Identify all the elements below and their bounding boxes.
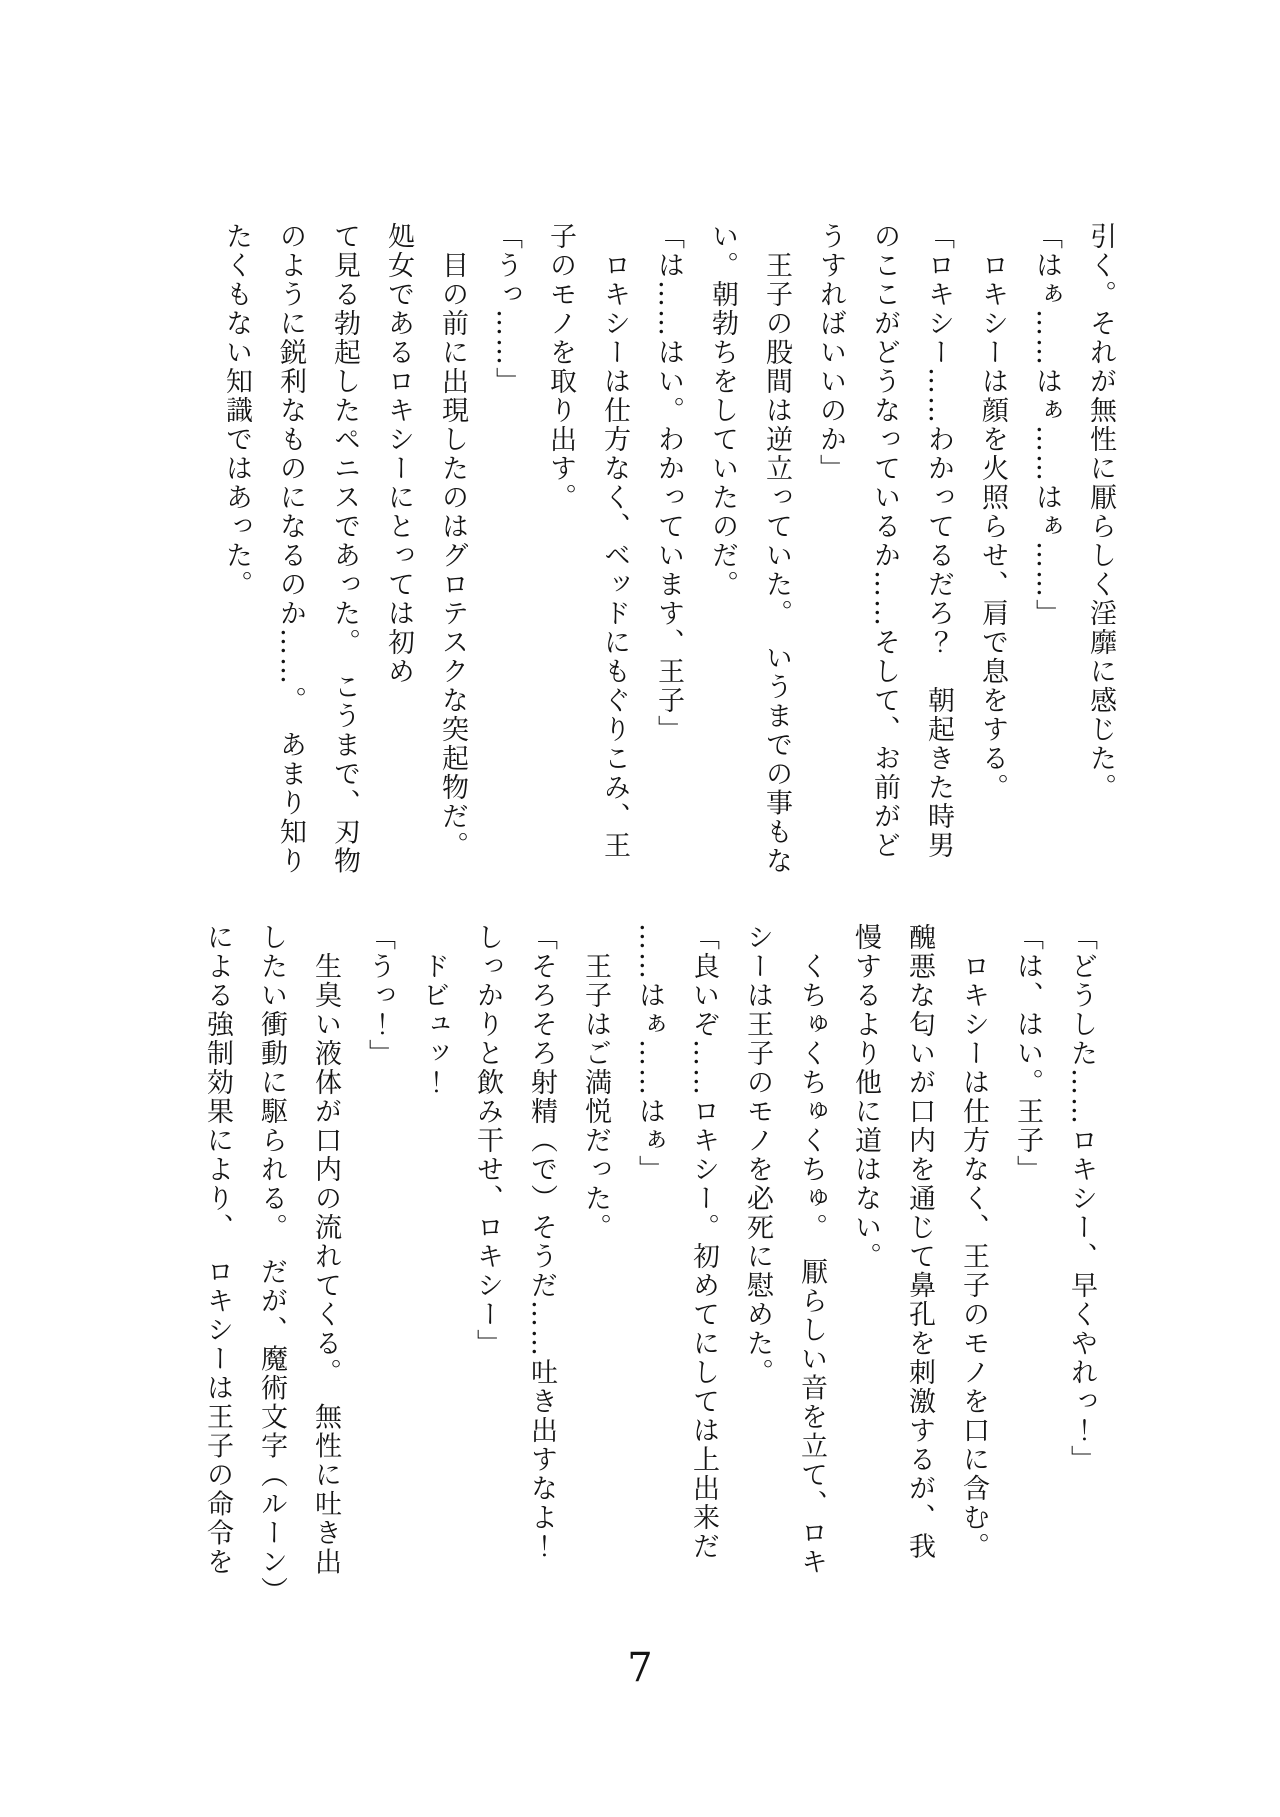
text-column: うすればいいのか」 [815,222,846,483]
text-column: ロキシーは仕方なく、王子のモノを口に含む。 [958,923,989,1561]
text-column: ロキシーは顔を火照らせ、肩で息をする。 [977,222,1008,802]
text-column: い。朝勃ちをしていたのだ。 [707,222,738,599]
text-column: ロキシーは仕方なく、ベッドにもぐりこみ、王 [599,222,630,860]
text-column: 「は、はい。王子」 [1012,923,1043,1184]
text-column: 「はぁ……はぁ……はぁ……」 [1031,222,1062,628]
page-number: 7 [627,1645,653,1691]
lower-text-block [190,923,1108,1606]
text-column: たくもない知識ではあった。 [221,222,252,599]
text-column: 「うっ！」 [364,923,395,1068]
text-column: 子のモノを取り出す。 [545,222,576,512]
text-column: したい衝動に駆られる。 だが、魔術文字（ルーン） [256,923,287,1606]
text-column: 「良いぞ……ロキシー。初めてにしては上出来だ [688,923,719,1561]
text-column: 目の前に出現したのはグロテスクな突起物だ。 [437,222,468,860]
text-column: 王子の股間は逆立っていた。 いうまでの事もな [761,222,792,876]
text-column: 引く。それが無性に厭らしく淫靡に感じた。 [1085,222,1116,802]
text-column: 生臭い液体が口内の流れてくる。 無性に吐き出 [310,923,341,1577]
text-column: 「うっ……」 [491,222,522,396]
upper-text-block [209,222,1127,876]
text-column: による強制効果により、 ロキシーは王子の命令を [202,923,233,1577]
text-column: 「どうした……ロキシー、早くやれっ！」 [1066,923,1097,1474]
text-column: のように鋭利なものになるのか……。 あまり知り [275,222,306,876]
text-column: のここがどうなっているか……そして、お前がど [869,222,900,860]
text-column: 醜悪な匂いが口内を通じて鼻孔を刺激するが、我 [904,923,935,1561]
text-column: 処女であるロキシーにとっては初め [383,222,414,686]
text-column: くちゅくちゅくちゅ。 厭らしい音を立て、ロキ [796,923,827,1577]
text-column: しっかりと飲み干せ、ロキシー」 [472,923,503,1358]
text-column: シーは王子のモノを必死に慰めた。 [742,923,773,1387]
text-column: ……はぁ……はぁ」 [634,923,665,1184]
text-column: ドビュッ！ [418,923,449,1097]
text-column: 「は……はい。わかっています、王子」 [653,222,684,744]
text-column: 慢するより他に道はない。 [850,923,881,1271]
text-column: 「そろそろ射精（で）そうだ……吐き出すなよ！ [526,923,557,1561]
text-column: 「ロキシー……わかってるだろ？ 朝起きた時男 [923,222,954,860]
text-column: 王子はご満悦だった。 [580,923,611,1242]
text-column: て見る勃起したペニスであった。 こうまで、刃物 [329,222,360,876]
